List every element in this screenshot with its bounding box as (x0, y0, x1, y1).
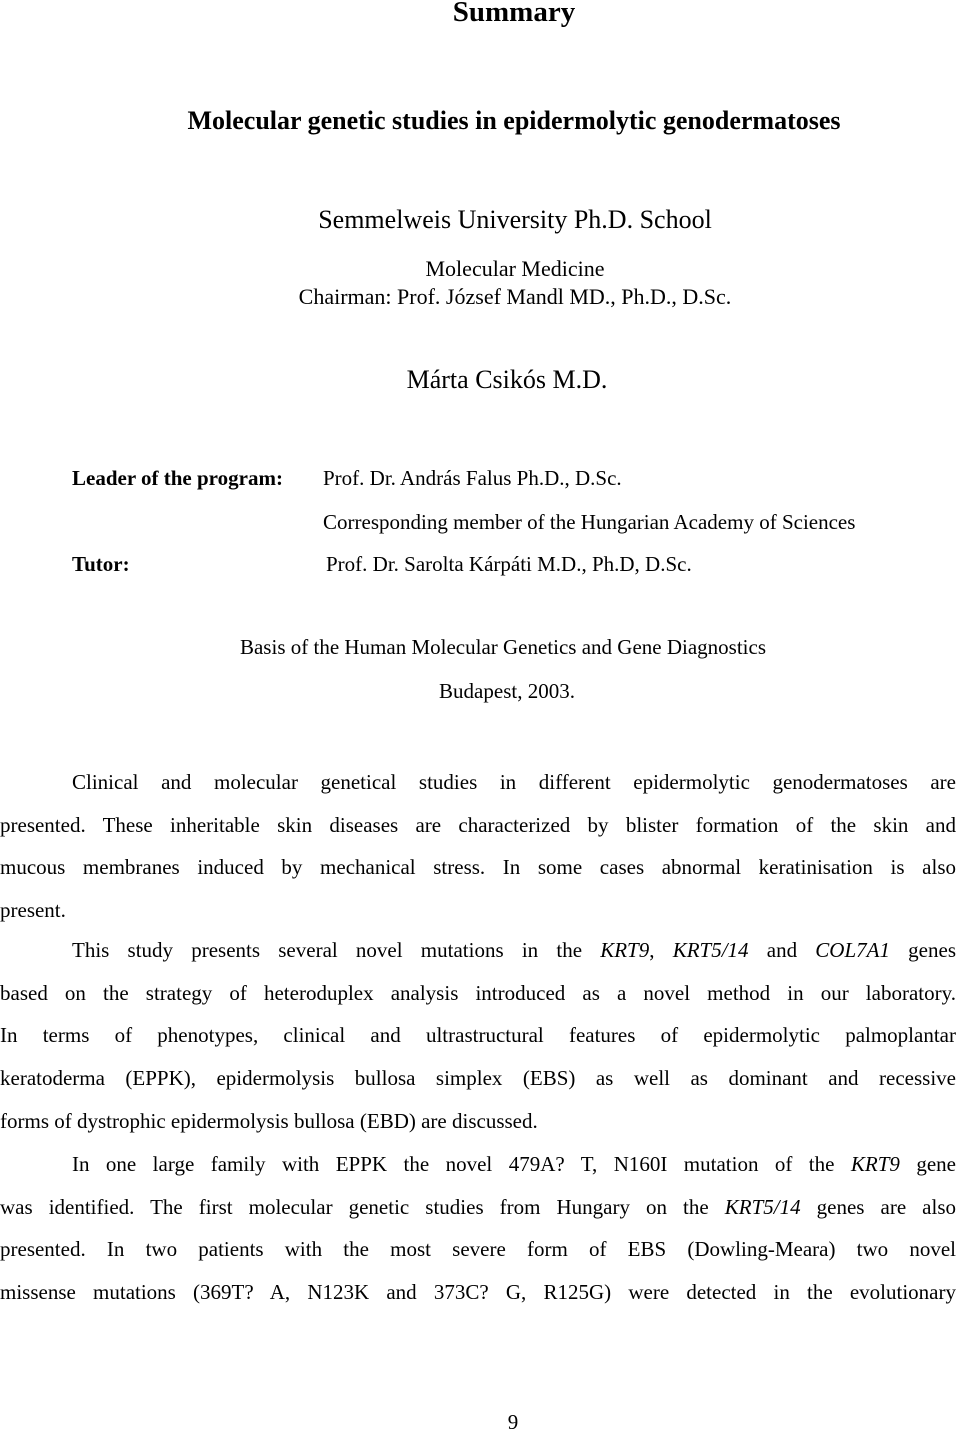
gene-name: KRT9 (600, 938, 650, 962)
page-number: 9 (507, 1410, 519, 1434)
summary-paragraph-1 (0, 761, 956, 932)
text-run: In one large family with EPPK the novel 479A? T, N160I mutation of the (72, 1152, 851, 1176)
leader-name: Prof. Dr. András Falus Ph.D., D.Sc. (323, 466, 622, 490)
course-title: Basis of the Human Molecular Genetics and Gene Diagnostics (239, 635, 767, 659)
program-name: Molecular Medicine (425, 256, 605, 281)
paragraph-line: forms of dystrophic epidermolysis bullosa (EBD) are discussed. (0, 1108, 538, 1133)
paragraph-line (0, 1186, 956, 1229)
author-name: Márta Csikós M.D. (406, 365, 608, 394)
text-run: gene (899, 1152, 956, 1176)
summary-paragraph-2 (0, 929, 956, 1143)
paragraph-line (0, 1143, 956, 1186)
text-run: and (748, 938, 816, 962)
tutor-name: Prof. Dr. Sarolta Kárpáti M.D., Ph.D, D.Sc. (326, 552, 692, 576)
paragraph-line: present. (0, 898, 66, 923)
paragraph-line: presented. These inheritable skin diseases are characterized by blister formation of the skin and (0, 812, 956, 837)
tutor-label: Tutor: (72, 552, 130, 576)
chairman-line: Chairman: Prof. József Mandl MD., Ph.D., D.Sc. (298, 284, 732, 309)
paragraph-line: mucous membranes induced by mechanical stress. In some cases abnormal keratinisation is also (0, 855, 956, 880)
text-run: , (649, 938, 673, 962)
paragraph-line: presented. In two patients with the most severe form of EBS (Dowling-Meara) two novel (0, 1237, 956, 1262)
text-run: genes (889, 938, 956, 962)
gene-name: KRT5/14 (724, 1194, 801, 1219)
gene-name: KRT9 (850, 1152, 900, 1176)
leader-affiliation: Corresponding member of the Hungarian Academy of Sciences (323, 510, 856, 534)
gene-name: KRT5/14 (672, 938, 749, 962)
paragraph-line: missense mutations (369T? A, N123K and 373C? G, R125G) were detected in the evolutionary (0, 1280, 956, 1305)
text-run: This study presents several novel mutations in the (72, 938, 601, 962)
text-run: genes are also (800, 1194, 957, 1219)
document-title: Summary (452, 0, 576, 28)
paragraph-line: Clinical and molecular genetical studies in different epidermolytic genodermatoses are (72, 770, 956, 794)
text-run: was identified. The first molecular genetic studies from Hungary on the (0, 1194, 725, 1219)
school-name: Semmelweis University Ph.D. School (318, 205, 712, 234)
paragraph-line: keratoderma (EPPK), epidermolysis bullosa simplex (EBS) as well as dominant and recessive (0, 1066, 956, 1091)
thesis-title: Molecular genetic studies in epidermolytic genodermatoses (187, 106, 841, 135)
place-date: Budapest, 2003. (439, 679, 575, 703)
leader-label: Leader of the program: (72, 466, 283, 490)
gene-name: COL7A1 (815, 938, 890, 962)
summary-paragraph-3 (0, 1143, 956, 1314)
paragraph-line: In terms of phenotypes, clinical and ultrastructural features of epidermolytic palmoplantar (0, 1023, 956, 1048)
paragraph-line (0, 929, 956, 972)
paragraph-line: based on the strategy of heteroduplex analysis introduced as a novel method in our laboratory. (0, 980, 956, 1005)
